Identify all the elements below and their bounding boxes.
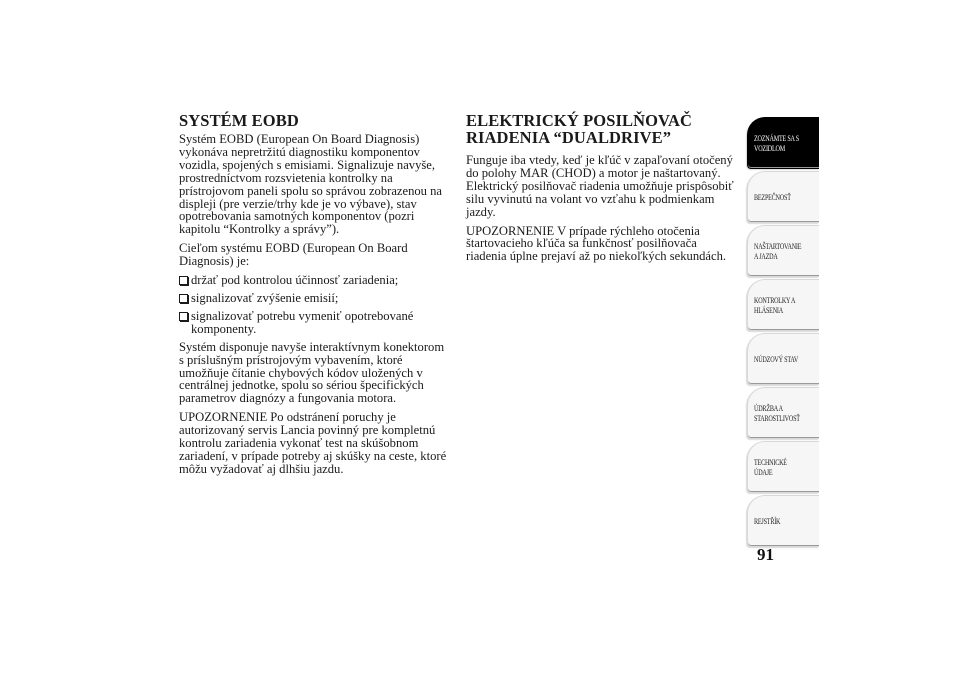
tab-kontrolky-a-hlasenia[interactable]: KONTROLKY A HLÁSENIA: [747, 279, 819, 331]
paragraph: Funguje iba vtedy, keď je kľúč v zapaľovaní otočený do polohy MAR (CHOD) a motor je naštartovaný. Elektrický posilňovač riadenia umožňuje prispôsobiť silu vyvinutú na volant vo vzťahu k podmienkam jazdy.: [466, 153, 734, 219]
paragraph: Systém disponuje navyše interaktívnym konektorom s príslušným prístrojovým vybavením, ktoré umožňuje čítanie chybových kódov uložených v centrálnej jednotke, spolu so sériou špecifických parametrov diagnózy a fungovania motora.: [179, 339, 445, 406]
tab-udrzba-a-starostlivost[interactable]: ÚDRŽBA A STAROSTLIVOSŤ: [747, 387, 819, 439]
checkbox-bullet-icon: [179, 276, 188, 285]
checkbox-bullet-icon: [179, 294, 188, 303]
chapter-tabs: [747, 117, 819, 549]
checkbox-bullet-icon: [179, 312, 188, 321]
tab-nudzovy-stav[interactable]: NÚDZOVÝ STAV: [747, 333, 819, 385]
tab-technicke-udaje[interactable]: TECHNICKÉ ÚDAJE: [747, 441, 819, 493]
paragraph: Cieľom systému EOBD (European On Board Diagnosis) je:: [179, 241, 408, 269]
tab-nastartovanie-a-jazda[interactable]: NAŠTARTOVANIE A JAZDA: [747, 225, 819, 277]
tab-zoznamte-sa-s-vozidlom[interactable]: ZOZNÁMTE SA S VOZIDLOM: [747, 117, 819, 169]
bullet-list: [179, 274, 451, 336]
list-item: držať pod kontrolou účinnosť zariadenia;: [179, 274, 451, 287]
list-item: signalizovať zvýšenie emisií;: [179, 292, 451, 305]
warning-paragraph: UPOZORNENIE V prípade rýchleho otočenia štartovacieho kľúča sa funkčnosť posilňovača riadenia úplne prejaví až po niekoľkých sekundách.: [466, 223, 727, 264]
warning-paragraph: UPOZORNENIE Po odstránení poruchy je autorizovaný servis Lancia povinný pre kompletnú kontrolu zariadenia vykonať test na skúšobnom zariadení, v prípade potreby aj skúšky na ceste, ktoré môžu vyžadovať aj dlhšiu jazdu.: [179, 410, 447, 476]
tab-bezpecnost[interactable]: BEZPEČNOSŤ: [747, 171, 819, 223]
page-number: 91: [757, 545, 774, 564]
list-item: signalizovať potrebu vymeniť opotrebované komponenty.: [179, 310, 451, 336]
right-column: [466, 112, 734, 269]
section-title-dualdrive: ELEKTRICKÝ POSILŇOVAČ RIADENIA “DUALDRIVE”: [466, 111, 692, 147]
left-column: [179, 112, 451, 482]
tab-rejstrik[interactable]: REJSTŘÍK: [747, 495, 819, 547]
paragraph: Systém EOBD (European On Board Diagnosis) vykonáva nepretržitú diagnostiku komponentov vozidla, spojených s emisiami. Signalizuje navyše, prostredníctvom rozsvietenia kontrolky na prístrojovom paneli spolu so správou zobrazenou na displeji (pre verzie/trhy kde je vo výbave), stav opotrebovania samotných komponentov (pozri kapitolu “Kontrolky a správy”).: [179, 132, 443, 237]
section-title-eobd: SYSTÉM EOBD: [179, 111, 299, 130]
